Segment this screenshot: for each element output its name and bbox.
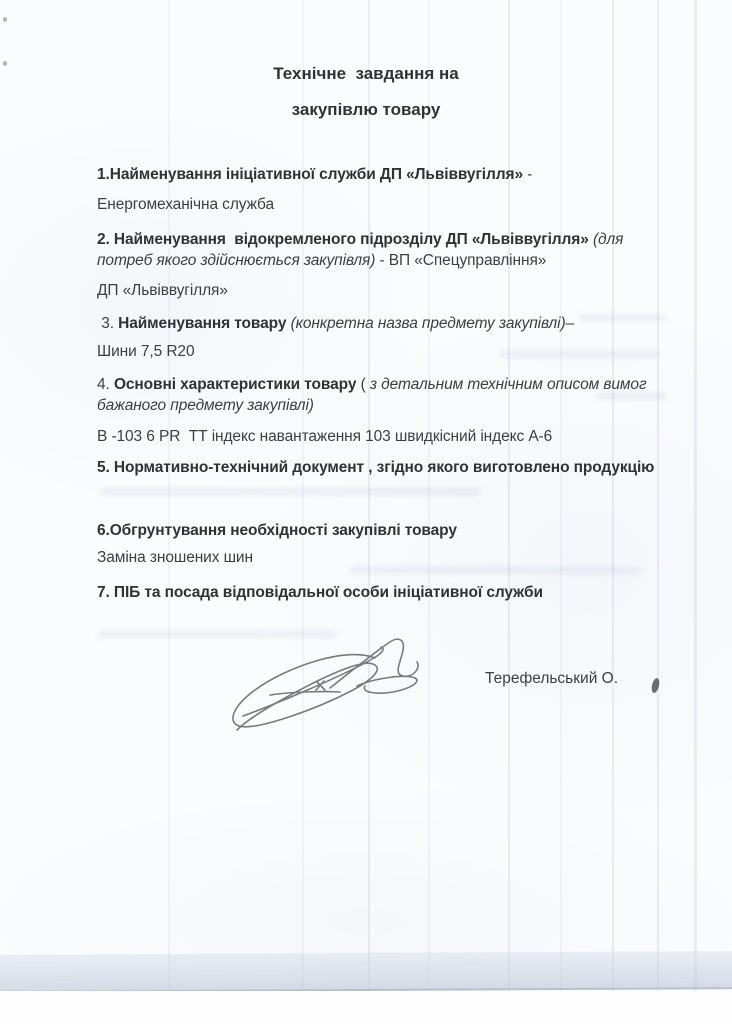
bleed-through-artifact — [100, 487, 480, 496]
scan-streak — [508, 0, 510, 1024]
item6-value: Заміна зношених шин — [97, 549, 253, 566]
item4-number: 4. — [97, 376, 114, 393]
item6-heading: 6.Обгрунтування необхідності закупівлі товару — [97, 522, 457, 539]
item2-heading-line2 — [97, 251, 546, 271]
bleed-through-artifact — [580, 314, 665, 322]
item3-label: Найменування товару — [118, 315, 291, 332]
item2-italic-start: (для — [592, 231, 624, 248]
item4-paren: ( — [360, 376, 370, 393]
handwritten-signature — [225, 638, 435, 753]
item2-italic-end: потреб якого здійснюється закупівля) — [97, 252, 376, 269]
item2-value: ДП «Львіввугілля» — [97, 282, 228, 299]
item1-tail: - — [522, 166, 533, 183]
item3-heading — [97, 314, 574, 334]
bleed-through-artifact — [97, 630, 337, 638]
item4-heading-line1 — [97, 375, 647, 395]
item4-value: В -103 6 PR ТТ індекс навантаження 103 швидкісний індекс А-6 — [97, 428, 553, 445]
document-title-line1: Технічне завдання на — [273, 64, 459, 83]
scan-speck — [3, 17, 7, 22]
item4-italic-start: з детальним технічним описом вимог — [369, 376, 647, 393]
scanner-background — [0, 991, 732, 1024]
item1-value: Енергомеханічна служба — [97, 196, 274, 213]
bleed-through-artifact — [350, 566, 640, 574]
scan-streak — [168, 0, 170, 1024]
scan-streak — [560, 0, 562, 1024]
item7-heading: 7. ПІБ та посада відповідальної особи ініціативної служби — [97, 584, 543, 601]
document-title-line2: закупівлю товару — [291, 100, 441, 119]
scan-streak — [302, 0, 304, 1024]
item2-tail: - ВП «Спецуправління» — [375, 252, 547, 269]
item2-heading-line1 — [97, 230, 623, 250]
scan-streak — [694, 0, 697, 1024]
item2-label: 2. Найменування відокремленого підрозділу ДП «Львіввугілля» — [97, 231, 593, 248]
scan-streak — [612, 0, 614, 1024]
item4-label: Основні характеристики товару — [113, 376, 361, 393]
scan-streak — [657, 0, 659, 1024]
item3-value: Шини 7,5 R20 — [97, 343, 195, 360]
item3-italic: (конкретна назва предмету закупівлі) — [290, 315, 566, 332]
page-bottom-edge-shadow — [0, 951, 732, 993]
item3-number: 3. — [97, 315, 119, 332]
item1-heading — [97, 165, 532, 185]
item5-heading: 5. Нормативно-технічний документ , згідно якого виготовлено продукцію — [97, 459, 655, 476]
item3-tail: – — [565, 315, 575, 332]
item4-italic-end: бажаного предмету закупівлі) — [97, 397, 314, 414]
ink-mark-artifact — [650, 677, 661, 693]
scan-streak — [428, 0, 430, 1024]
scan-streak — [368, 0, 370, 1024]
signer-name: Терефельський О. — [485, 670, 619, 687]
bleed-through-artifact — [500, 350, 660, 358]
item1-label: 1.Найменування ініціативної служби ДП «Львіввугілля» — [97, 166, 523, 183]
item4-heading-line2 — [97, 396, 314, 416]
